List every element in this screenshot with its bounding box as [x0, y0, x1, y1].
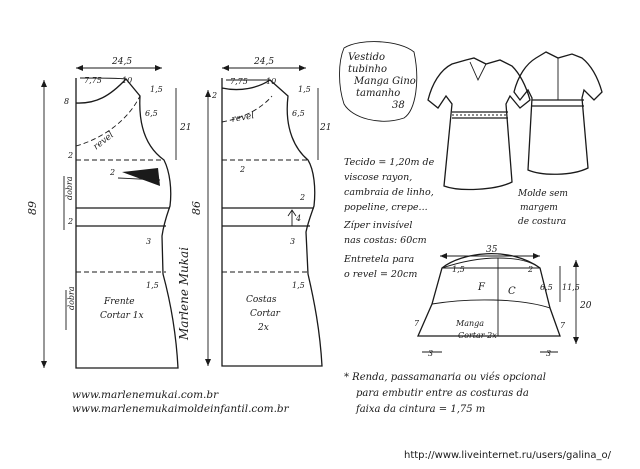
back-neck-text: 7,75	[230, 77, 248, 86]
title-line-1: Vestido	[348, 52, 385, 63]
sleeve-curve	[432, 300, 550, 308]
back-waist-mark-2: 2	[300, 193, 306, 202]
materials-line-4: popeline, crepe...	[344, 202, 428, 213]
title-line-2: tubinho	[348, 64, 387, 75]
website-line-2: www.marlenemukaimoldeinfantil.com.br	[72, 403, 289, 415]
footnote-line-1: * Renda, passamanaria ou viés opcional	[344, 372, 546, 383]
sleeve-label-1: Manga	[456, 319, 485, 328]
materials-line-5: Zíper invisível	[344, 220, 413, 231]
sleeve-hem-left-text: 3	[428, 349, 434, 358]
footnote-line-2: para embutir entre as costuras da	[356, 388, 529, 399]
sleeve-cap-mid-text: 6,5	[540, 283, 553, 292]
back-length-text: 86	[190, 201, 203, 215]
materials-line-3: cambraia de linho,	[344, 187, 434, 198]
front-shoulder-text: 10	[122, 76, 133, 85]
front-width-text: 24,5	[112, 57, 133, 67]
title-line-4: tamanho	[356, 88, 401, 99]
back-side-hip-text: 3	[290, 237, 296, 246]
title-line-5: 38	[392, 100, 405, 111]
front-waist-mark-2: 2	[110, 168, 116, 177]
back-neck-mark-1: 2	[212, 91, 218, 100]
back-side-text: 21	[320, 123, 332, 133]
sleeve-outline	[418, 254, 560, 336]
sleeve-bottom-right-text: 7	[560, 321, 566, 330]
front-fold-bottom-text: dobra	[67, 286, 76, 310]
front-neck-mark-1: 8	[64, 97, 70, 106]
sleeve-bottom-left-text: 7	[414, 319, 420, 328]
back-pattern-piece	[190, 57, 331, 366]
back-waist-band-text: 4	[296, 214, 302, 223]
front-label-2: Cortar 1x	[100, 311, 144, 321]
back-revel-text: revel	[230, 111, 256, 125]
materials-line-1: Tecido = 1,20m de	[344, 157, 435, 168]
materials-line-6: nas costas: 60cm	[344, 235, 427, 246]
sleeve-pattern-piece	[414, 245, 592, 358]
front-side-hip-text: 3	[146, 237, 152, 246]
front-outline	[76, 78, 178, 368]
signature: Marlene Mukai	[177, 246, 191, 340]
materials-line-2: viscose rayon,	[344, 172, 413, 183]
front-hem-text: 1,5	[146, 281, 159, 290]
sleeve-cap-right-text: 2	[528, 265, 534, 274]
sleeve-hem-right-text: 3	[546, 349, 552, 358]
front-waist-mark-1: 2	[68, 151, 74, 160]
back-neck-mark-2: 1,5	[298, 85, 311, 94]
front-waist-mark-3: 2	[68, 217, 74, 226]
back-shoulder-text: 10	[266, 77, 277, 86]
back-label-2: Cortar	[250, 309, 280, 319]
sleeve-back-letter: C	[508, 286, 516, 297]
sleeve-height-text: 20	[580, 301, 592, 311]
back-waist-mark-1: 2	[240, 165, 246, 174]
footnote-block	[344, 372, 546, 415]
footnote-line-3: faixa da cintura = 1,75 m	[356, 404, 486, 415]
sleeve-front-letter: F	[478, 282, 485, 293]
sleeve-cap-left-text: 1,5	[452, 265, 465, 274]
back-width-text: 24,5	[254, 57, 275, 67]
materials-line-7: Entretela para	[344, 254, 415, 265]
back-label-1: Costas	[246, 295, 277, 305]
front-length-text: 89	[26, 201, 39, 215]
note-line-1: Molde sem	[518, 189, 568, 199]
sleeve-width-text: 35	[486, 245, 498, 255]
back-armhole-text: 6,5	[292, 109, 305, 118]
front-armhole-text: 6,5	[145, 109, 158, 118]
materials-line-8: o revel = 20cm	[344, 269, 418, 280]
website-line-1: www.marlenemukai.com.br	[72, 389, 219, 401]
back-hem-text: 1,5	[292, 281, 305, 290]
front-neck-mark-2: 1,5	[150, 85, 163, 94]
dress-back-illustration	[514, 52, 602, 174]
front-fold-top-text: dobra	[65, 176, 74, 200]
front-label-1: Frente	[104, 297, 135, 307]
back-label-3: 2x	[258, 323, 269, 333]
front-bust-dart	[122, 168, 160, 186]
materials-block	[343, 157, 435, 280]
watermark-url: http://www.liveinternet.ru/users/galina_o/	[404, 450, 611, 461]
sleeve-label-2: Cortar 2x	[458, 331, 497, 340]
title-block	[340, 42, 417, 122]
illustration-note	[517, 189, 568, 227]
front-side-text: 21	[180, 123, 192, 133]
front-pattern-piece	[26, 57, 191, 368]
title-line-3: Manga Gino	[354, 76, 416, 87]
dress-front-illustration	[428, 58, 530, 189]
note-line-3: de costura	[518, 217, 567, 227]
front-neck-text: 7,75	[84, 76, 102, 85]
note-line-2: margem	[520, 203, 558, 213]
sleeve-side-text: 11,5	[562, 283, 580, 292]
front-revel-text: revel	[91, 130, 116, 153]
